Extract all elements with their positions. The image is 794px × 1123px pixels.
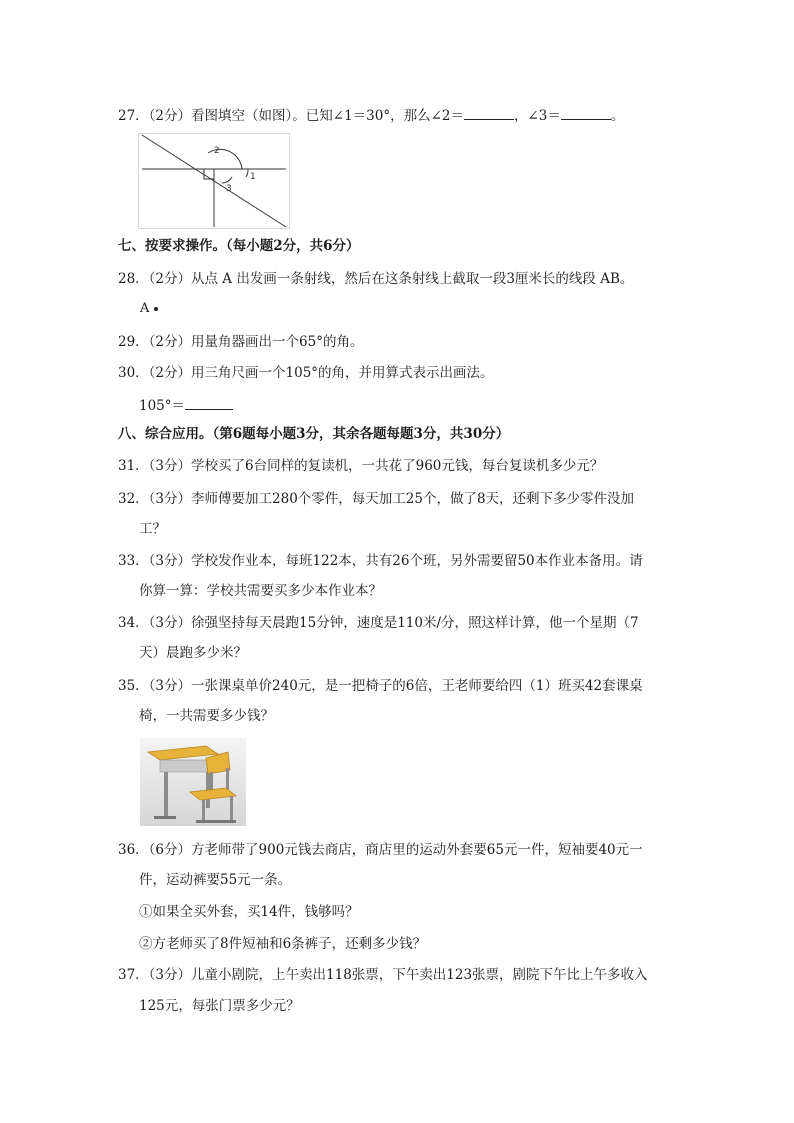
angle2-label: 2 (214, 146, 220, 156)
point-a-label: A (140, 301, 150, 316)
question-34-line1: 34．（3分）徐强坚持每天晨跑15分钟，速度是110米/分，照这样计算，他一个星期（7 (118, 615, 639, 631)
angle-figure (138, 133, 290, 229)
q30-answer-prefix: 105°＝ (139, 398, 186, 414)
desk-chair-illustration (140, 738, 246, 826)
question-30-answer (139, 395, 233, 415)
question-37-line2: 125元，每张门票多少元？ (139, 998, 300, 1014)
q27-blank-angle2[interactable] (464, 105, 514, 120)
question-37-line1: 37．（3分）儿童小剧院，上午卖出118张票，下午卖出123张票，剧院下午比上午多收入 (118, 967, 648, 983)
question-36-line1: 36．（6分）方老师带了900元钱去商店，商店里的运动外套要65元一件，短袖要40元一 (118, 842, 643, 858)
question-35-line1: 35．（3分）一张课桌单价240元，是一把椅子的6倍，王老师要给四（1）班买42套课桌 (118, 678, 643, 694)
question-36-sub1: ①如果全买外套，买14件，钱够吗？ (139, 904, 359, 920)
point-a-dot (154, 307, 158, 311)
question-32-line1: 32．（3分）李师傅要加工280个零件，每天加工25个，做了8天，还剩下多少零件没加 (118, 491, 635, 507)
q30-answer-blank[interactable] (185, 395, 233, 410)
q27-text-a: 27．（2分）看图填空（如图）。已知∠1＝30°，那么∠2＝ (118, 108, 464, 124)
angle1-label: 1 (250, 172, 256, 182)
question-35-line2: 椅，一共需要多少钱？ (139, 708, 274, 724)
q27-text-c: 。 (610, 108, 625, 124)
question-27 (118, 105, 624, 125)
question-30: 30．（2分）用三角尺画一个105°的角，并用算式表示出画法。 (118, 365, 494, 381)
question-29: 29．（2分）用量角器画出一个65°的角。 (118, 334, 364, 350)
question-36-line2: 件，运动裤要55元一条。 (139, 872, 292, 888)
question-34-line2: 天）晨跑多少米？ (139, 645, 247, 661)
question-28: 28．（2分）从点 A 出发画一条射线，然后在这条射线上截取一段3厘米长的线段 AB。 (118, 271, 634, 287)
q27-text-b: ，∠3＝ (514, 108, 561, 124)
question-32-line2: 工？ (139, 521, 166, 537)
question-31: 31．（3分）学校买了6台同样的复读机，一共花了960元钱，每台复读机多少元？ (118, 458, 604, 474)
question-33-line1: 33．（3分）学校发作业本，每班122本，共有26个班，另外需要留50本作业本备用。请 (118, 553, 643, 569)
section-8-title: 八、综合应用。（第6题每小题3分，其余各题每题3分，共30分） (118, 426, 510, 442)
question-36-sub2: ②方老师买了8件短袖和6条裤子，还剩多少钱？ (139, 936, 427, 952)
section-7-title: 七、按要求操作。（每小题2分，共6分） (118, 238, 360, 254)
angle3-label: 3 (226, 184, 232, 194)
q27-blank-angle3[interactable] (561, 105, 611, 120)
question-33-line2: 你算一算：学校共需要买多少本作业本？ (139, 583, 382, 599)
